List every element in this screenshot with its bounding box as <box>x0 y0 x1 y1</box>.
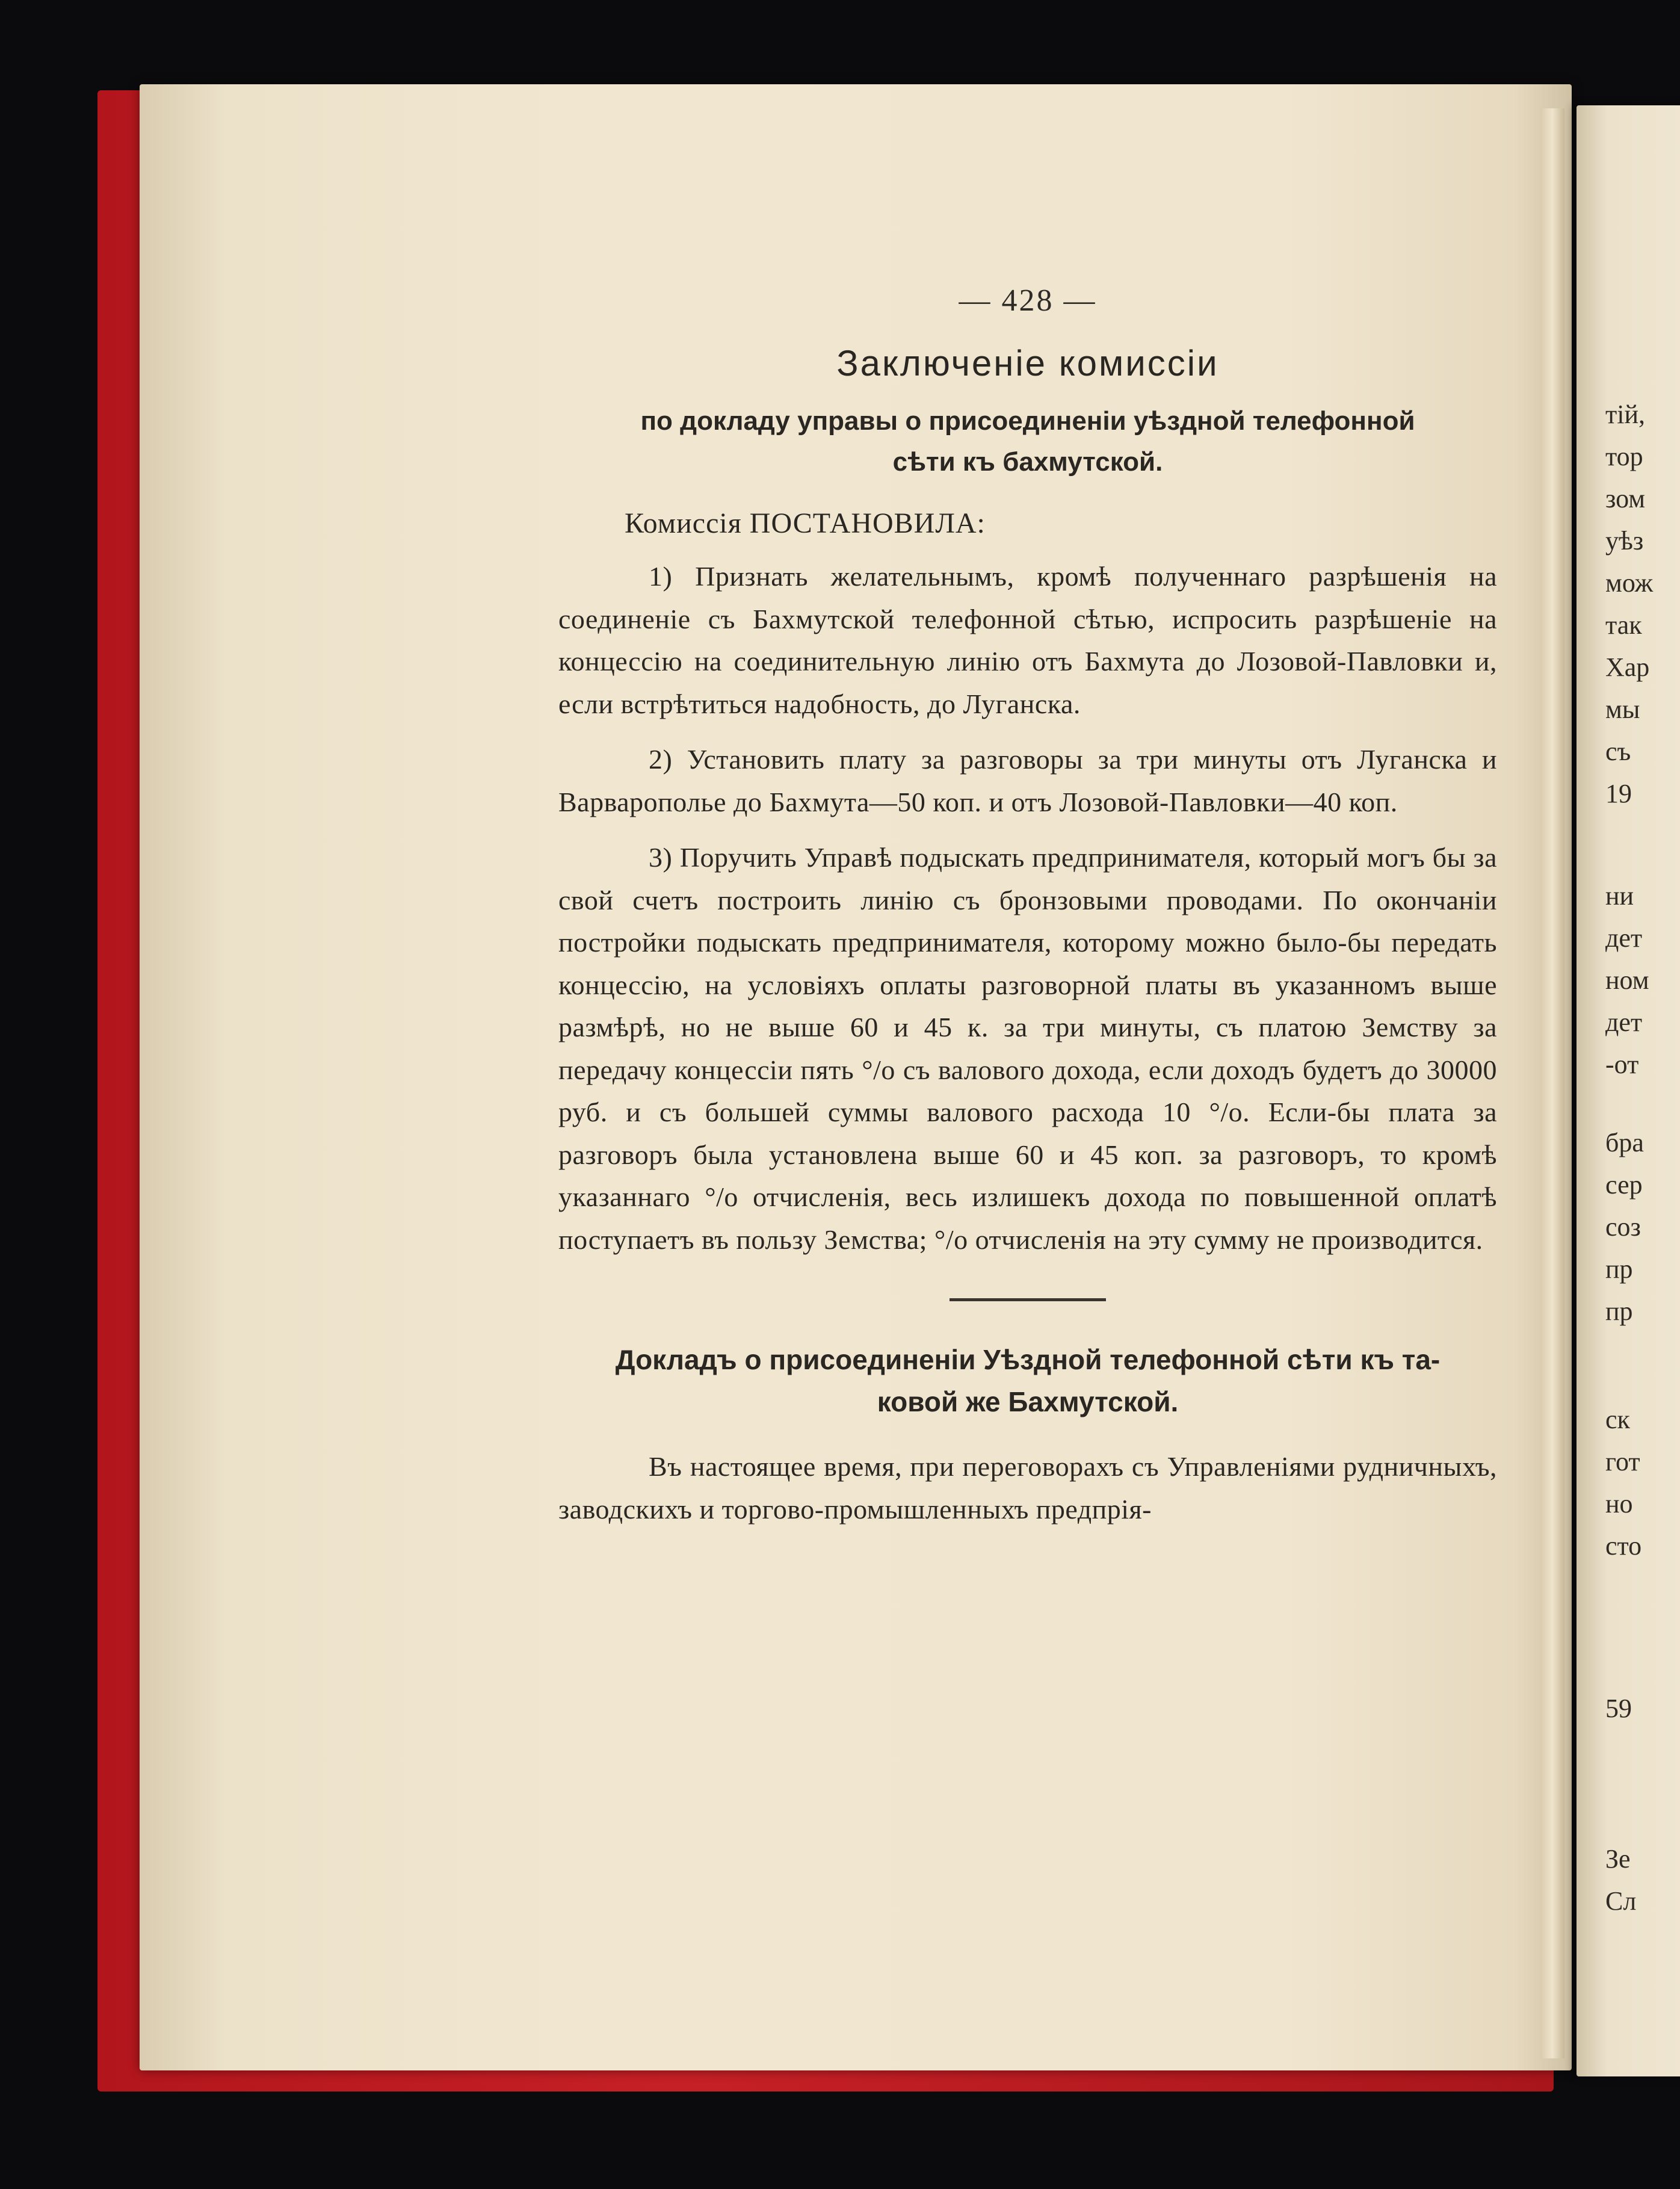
resolution-item-3: 3) Поручить Управѣ подыскать предпринимателя, который могъ бы за свой счетъ построить линію съ бронзовыми проводами. По окончаніи постройки подыскать предпринимателя, которому можно было-бы передать концессію, на условіяхъ оплаты разговорной платы въ указанномъ выше размѣрѣ, но не выше 60 и 45 к. за три минуты, съ платою Земству за передачу концессіи пять °/о съ валового дохода, если доходъ будетъ до 30000 руб. и съ большей суммы валового расхода 10 °/о. Если-бы плата за разговоръ была установлена выше 60 и 45 коп. за разговоръ, то кромѣ указаннаго °/о отчисленія, весь излишекъ дохода по повышенной оплатѣ поступаетъ въ пользу Земства; °/о отчисленія на эту сумму не производится. <box>558 842 1497 1255</box>
facing-page-fragment: ск <box>1605 1405 1630 1434</box>
facing-page-fragment: 19 <box>1605 779 1632 808</box>
facing-page-fragment: сто <box>1605 1531 1642 1561</box>
facing-page-fragment: -от <box>1605 1050 1639 1079</box>
section-divider <box>950 1298 1106 1301</box>
subheading-line-2: сѣти къ бахмутской. <box>892 447 1163 477</box>
facing-page-fragment: тій, <box>1605 400 1645 429</box>
report-paragraph: Въ настоящее время, при переговорахъ съ Управленіями рудничныхъ, заводскихъ и торгово-промышленныхъ предпрія- <box>558 1451 1497 1525</box>
report-heading-line-2: ковой же Бахмутской. <box>877 1386 1179 1417</box>
facing-page-fragment: мож <box>1605 568 1654 598</box>
facing-page-fragment: гот <box>1605 1447 1640 1476</box>
facing-page-fragment: Зе <box>1605 1844 1631 1874</box>
report-heading <box>558 1339 1497 1423</box>
facing-page-fragment: дет <box>1605 923 1643 953</box>
commission-conclusion-subheading <box>558 401 1497 483</box>
facing-page-fragment: Сл <box>1605 1886 1637 1916</box>
facing-page-fragment: Хар <box>1605 652 1650 682</box>
facing-page-fragment: пр <box>1605 1254 1633 1284</box>
report-heading-line-1: Докладъ о присоединеніи Уѣздной телефонной сѣти къ та- <box>615 1344 1441 1375</box>
facing-page-fragment: сер <box>1605 1170 1643 1200</box>
page-stack-edge <box>1540 108 1564 2058</box>
facing-page-fragment: уѣз <box>1605 526 1644 556</box>
facing-page-fragment: ни <box>1605 881 1634 911</box>
facing-page-fragment: но <box>1605 1489 1633 1519</box>
resolution-item-1: 1) Признать желательнымъ, кромѣ полученнаго разрѣшенія на соединеніе съ Бахмутской телефонной сѣтью, испросить разрѣшеніе на концессію на соединительную линію отъ Бахмута до Лозовой-Павловки и, если встрѣтиться надобность, до Луганска. <box>558 561 1497 719</box>
commission-conclusion-heading: Заключеніе комиссіи <box>836 343 1219 383</box>
resolution-item-2: 2) Установить плату за разговоры за три минуты отъ Луганска и Варварополье до Бахмута—50 коп. и отъ Лозовой-Павловки—40 коп. <box>558 744 1497 817</box>
facing-page-fragment: зом <box>1605 484 1646 513</box>
facing-page-fragment: так <box>1605 610 1642 640</box>
facing-page-fragment: съ <box>1605 737 1631 766</box>
facing-page-fragment: тор <box>1605 442 1643 471</box>
facing-page-fragment: бра <box>1605 1128 1644 1157</box>
facing-page-fragment: ном <box>1605 965 1649 995</box>
facing-page-fragment: соз <box>1605 1212 1641 1242</box>
facing-page-fragment: 59 <box>1605 1694 1632 1723</box>
subheading-line-1: по докладу управы о присоединеніи уѣздной телефонной <box>640 406 1415 436</box>
facing-page-fragment: мы <box>1605 695 1640 724</box>
facing-page-fragment: пр <box>1605 1296 1633 1326</box>
facing-page-fragment: дет <box>1605 1008 1643 1037</box>
resolution-label: Комиссія ПОСТАНОВИЛА: <box>625 507 986 539</box>
page-content <box>558 283 1497 1544</box>
facing-page <box>1577 105 1680 2076</box>
page-number: — 428 — <box>959 283 1097 318</box>
